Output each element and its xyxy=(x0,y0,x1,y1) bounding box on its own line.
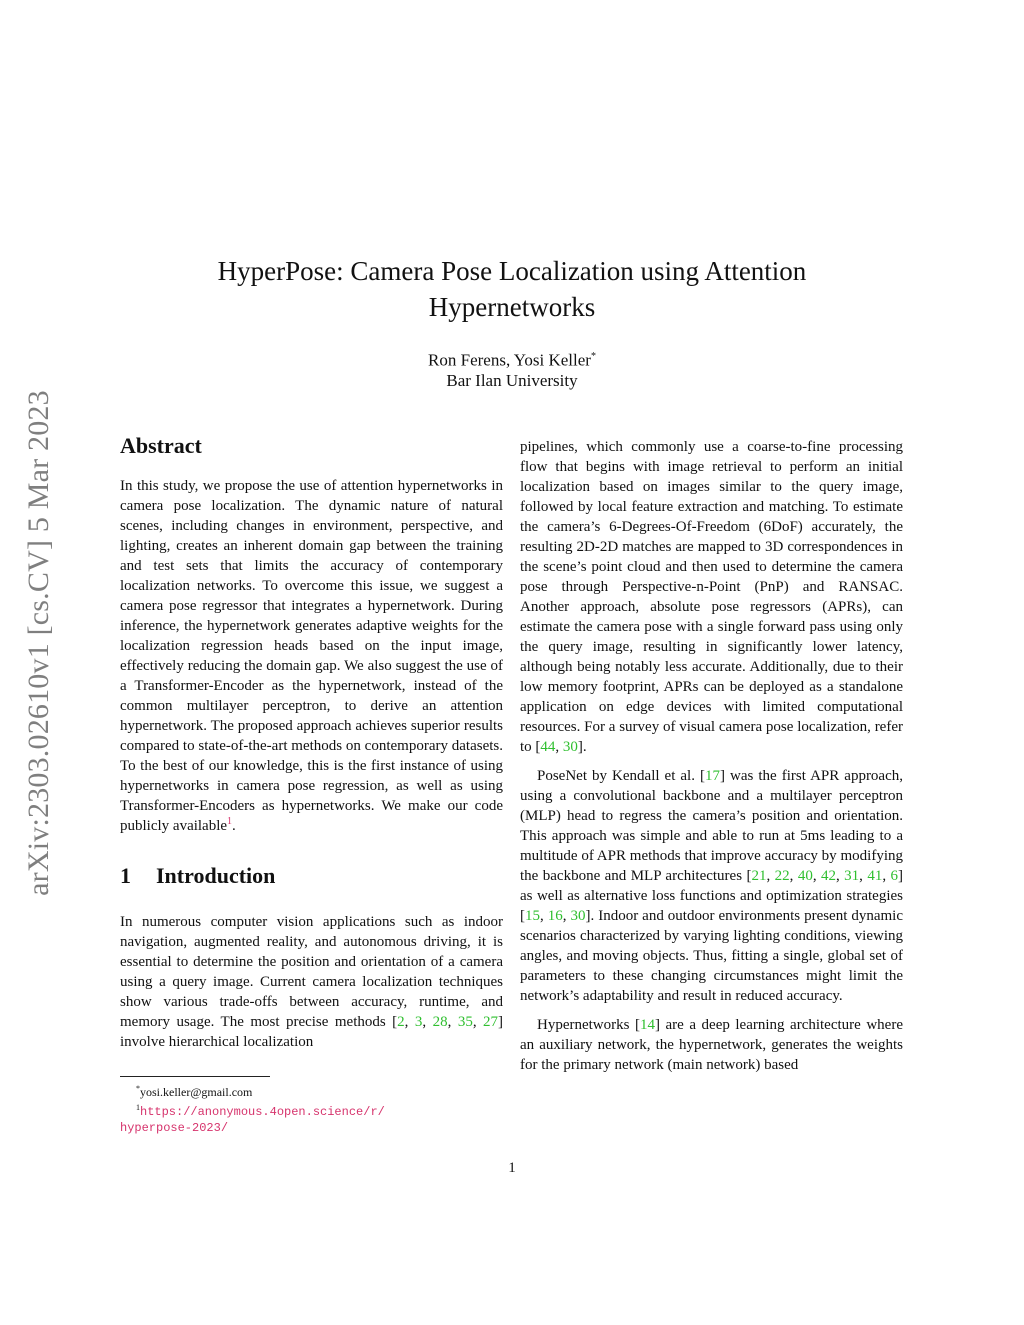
code-url-link[interactable]: https://anonymous.4open.science/r/ xyxy=(140,1105,385,1119)
citation-link[interactable]: 22 xyxy=(774,868,790,884)
footnote-email xyxy=(120,1081,503,1100)
paper-title xyxy=(120,253,904,325)
paragraph-text: ] as well as alternative loss functions and optimization strategies [ xyxy=(520,868,903,924)
paragraph-text: PoseNet by Kendall et al. [ xyxy=(537,768,705,784)
citation-link[interactable]: 40 xyxy=(797,868,813,884)
citation-link[interactable]: 27 xyxy=(483,1014,499,1030)
code-url-link-continued[interactable]: hyperpose-2023/ xyxy=(120,1121,229,1135)
citation-link[interactable]: 31 xyxy=(844,868,860,884)
abstract-end: . xyxy=(232,818,236,834)
footnote-link-1[interactable]: 1 xyxy=(227,816,233,827)
citation-link[interactable]: 35 xyxy=(457,1014,473,1030)
paragraph-text: ]. Indoor and outdoor environments present dynamic scenarios characterized by varying lighting conditions, viewing angles, and moving objects. Thus, fitting a single, global set of parameters to these changing circumstances might limit the network’s adaptability and result in reduced accuracy. xyxy=(520,908,904,1004)
footnote-url xyxy=(120,1100,503,1120)
citation-link[interactable]: 30 xyxy=(570,908,586,924)
footnote-rule xyxy=(120,1076,270,1077)
intro-text-end: ] involve hierarchical localization xyxy=(120,1014,504,1050)
citation-link[interactable]: 15 xyxy=(525,908,540,924)
title-line-2: Hypernetworks xyxy=(428,292,596,322)
footnote-mark: 1 xyxy=(136,1103,140,1112)
abstract-body xyxy=(120,476,503,836)
citation-link[interactable]: 2 xyxy=(397,1014,405,1030)
footnotes xyxy=(120,1076,503,1136)
right-paragraph-1: pipelines, which commonly use a coarse-to-fine processing flow that begins with image retrieval to perform an initial localization based on images similar to the query image, followed by local feature extraction and matching. To estimate the camera’s 6-Degrees-Of-Freedom (6DoF) accurately, the resulting 2D-2D matches are mapped to 3D correspondences in the scene’s point cloud and then used to determine the camera pose through Perspective-n-Point (PnP) and RANSAC. Another approach, absolute pose regressors (APRs), can estimate the camera pose with a single forward pass using only the query image, resulting in significantly lower latency, although being notably less accurate. Additionally, due to their low memory footprint, APRs can be deployed as a standalone application on edge devices with limited computational resources. For a survey of visual camera pose localization, refer to [44, 30]. xyxy=(520,439,903,755)
right-paragraph-2: PoseNet by Kendall et al. [17] was the first APR approach, using a convolutional backbone and a multilayer perceptron (MLP) head to regress the camera’s position and orientation. This approach was simple and able to run at 5ms leading to a multitude of APR methods that improve accuracy by modifying the backbone and MLP architectures [21, 22, 40, 42, 31, 41, 6] as well as alternative loss functions and optimization strategies [15, 16, 30]. Indoor and outdoor environments present dynamic scenarios characterized by varying lighting conditions, viewing angles, and moving objects. Thus, fitting a single, global set of parameters to these changing circumstances might limit the network’s adaptability and result in reduced accuracy. xyxy=(520,768,904,1004)
paragraph-text: Hypernetworks [ xyxy=(537,1017,640,1033)
intro-paragraph: In numerous computer vision applications such as indoor navigation, augmented reality, and autonomous driving, it is essential to determine the position and orientation of a camera using a query image. Current camera localization techniques show various trade-offs between accuracy, runtime, and memory usage. The most precise methods [2, 3, 28, 35, 27] involve hierarchical localization xyxy=(120,914,504,1050)
arxiv-identifier: arXiv:2303.02610v1 [cs.CV] 5 Mar 2023 xyxy=(22,390,56,896)
title-line-1: HyperPose: Camera Pose Localization using Attention xyxy=(217,256,807,286)
paragraph-text: ] are a deep learning architecture where an auxiliary network, the hypernetwork, generates the weights for the primary network (main network) based xyxy=(520,1017,903,1073)
section-title: Introduction xyxy=(156,863,276,888)
section-heading-introduction xyxy=(120,862,503,890)
abstract-heading: Abstract xyxy=(120,433,202,458)
author-footnote-mark: * xyxy=(590,351,596,362)
authors: Ron Ferens, Yosi Keller xyxy=(428,350,591,370)
citation-link[interactable]: 21 xyxy=(751,868,767,884)
right-column xyxy=(520,437,903,1075)
paragraph-text: ] was the first APR approach, using a convolutional backbone and a multilayer perceptron (MLP) head to regress the camera’s position and orientation. This approach was simple and able to run at 5ms leading to a multitude of APR methods that improve accuracy by modifying the backbone and MLP architectures [ xyxy=(520,768,903,884)
paragraph-end: ]. xyxy=(577,739,587,755)
author-list xyxy=(120,345,904,372)
email-text: yosi.keller@gmail.com xyxy=(140,1085,253,1099)
section-number: 1 xyxy=(120,863,131,888)
citation-link[interactable]: 30 xyxy=(562,739,578,755)
citation-link[interactable]: 44 xyxy=(540,739,556,755)
citation-link[interactable]: 42 xyxy=(820,868,836,884)
citation-link[interactable]: 14 xyxy=(640,1017,655,1033)
citation-link[interactable]: 28 xyxy=(432,1014,448,1030)
affiliation: Bar Ilan University xyxy=(446,371,578,390)
citation-link[interactable]: 6 xyxy=(890,868,898,884)
page-number: 1 xyxy=(508,1160,516,1176)
citation-link[interactable]: 17 xyxy=(705,768,720,784)
abstract-text: In this study, we propose the use of attention hypernetworks in camera pose localization. The dynamic nature of natural scenes, including changes in environment, perspective, and lighting, creates an inherent domain gap between the training and test sets that limits the accuracy of contemporary localization networks. To overcome this issue, we suggest a camera pose regressor that integrates a hypernetwork. During inference, the hypernetwork generates adaptive weights for the localization regression heads based on the input image, effectively reducing the domain gap. We also suggest the use of a Transformer-Encoder as the hypernetwork, instead of the common multilayer perceptron, to derive an attention hypernetwork. The proposed approach achieves superior results compared to state-of-the-art methods on contemporary datasets. To the best of our knowledge, this is the first instance of using hypernetworks in camera pose regression, as well as using Transformer-Encoders as hypernetworks. We make our code publicly available xyxy=(120,478,503,834)
right-paragraph-3 xyxy=(520,1015,903,1075)
footnote-mark: * xyxy=(136,1084,140,1093)
left-column xyxy=(120,432,503,1052)
citation-link[interactable]: 3 xyxy=(414,1014,423,1030)
arxiv-sidebar xyxy=(17,356,61,930)
intro-text: In numerous computer vision applications such as indoor navigation, augmented reality, and autonomous driving, it is essential to determine the position and orientation of a camera using a query image. Current camera localization techniques show various trade-offs between accuracy, runtime, and memory usage. The most precise methods [ xyxy=(120,914,503,1030)
citation-link[interactable]: 41 xyxy=(867,868,883,884)
citation-link[interactable]: 16 xyxy=(547,908,563,924)
paragraph-text: pipelines, which commonly use a coarse-to-fine processing flow that begins with image retrieval to perform an initial localization based on images similar to the query image, followed by local feature extraction and matching. To estimate the camera’s 6-Degrees-Of-Freedom (6DoF) accurately, the resulting 2D-2D matches are mapped to 3D correspondences in the scene’s point cloud and then used to determine the camera pose through Perspective-n-Point (PnP) and RANSAC. Another approach, absolute pose regressors (APRs), can estimate the camera pose with a single forward pass using only the query image, resulting in significantly lower latency, although being notably less accurate. Additionally, due to their low memory footprint, APRs can be deployed as a standalone application on edge devices with limited computational resources. For a survey of visual camera pose localization, refer to [ xyxy=(520,439,903,755)
